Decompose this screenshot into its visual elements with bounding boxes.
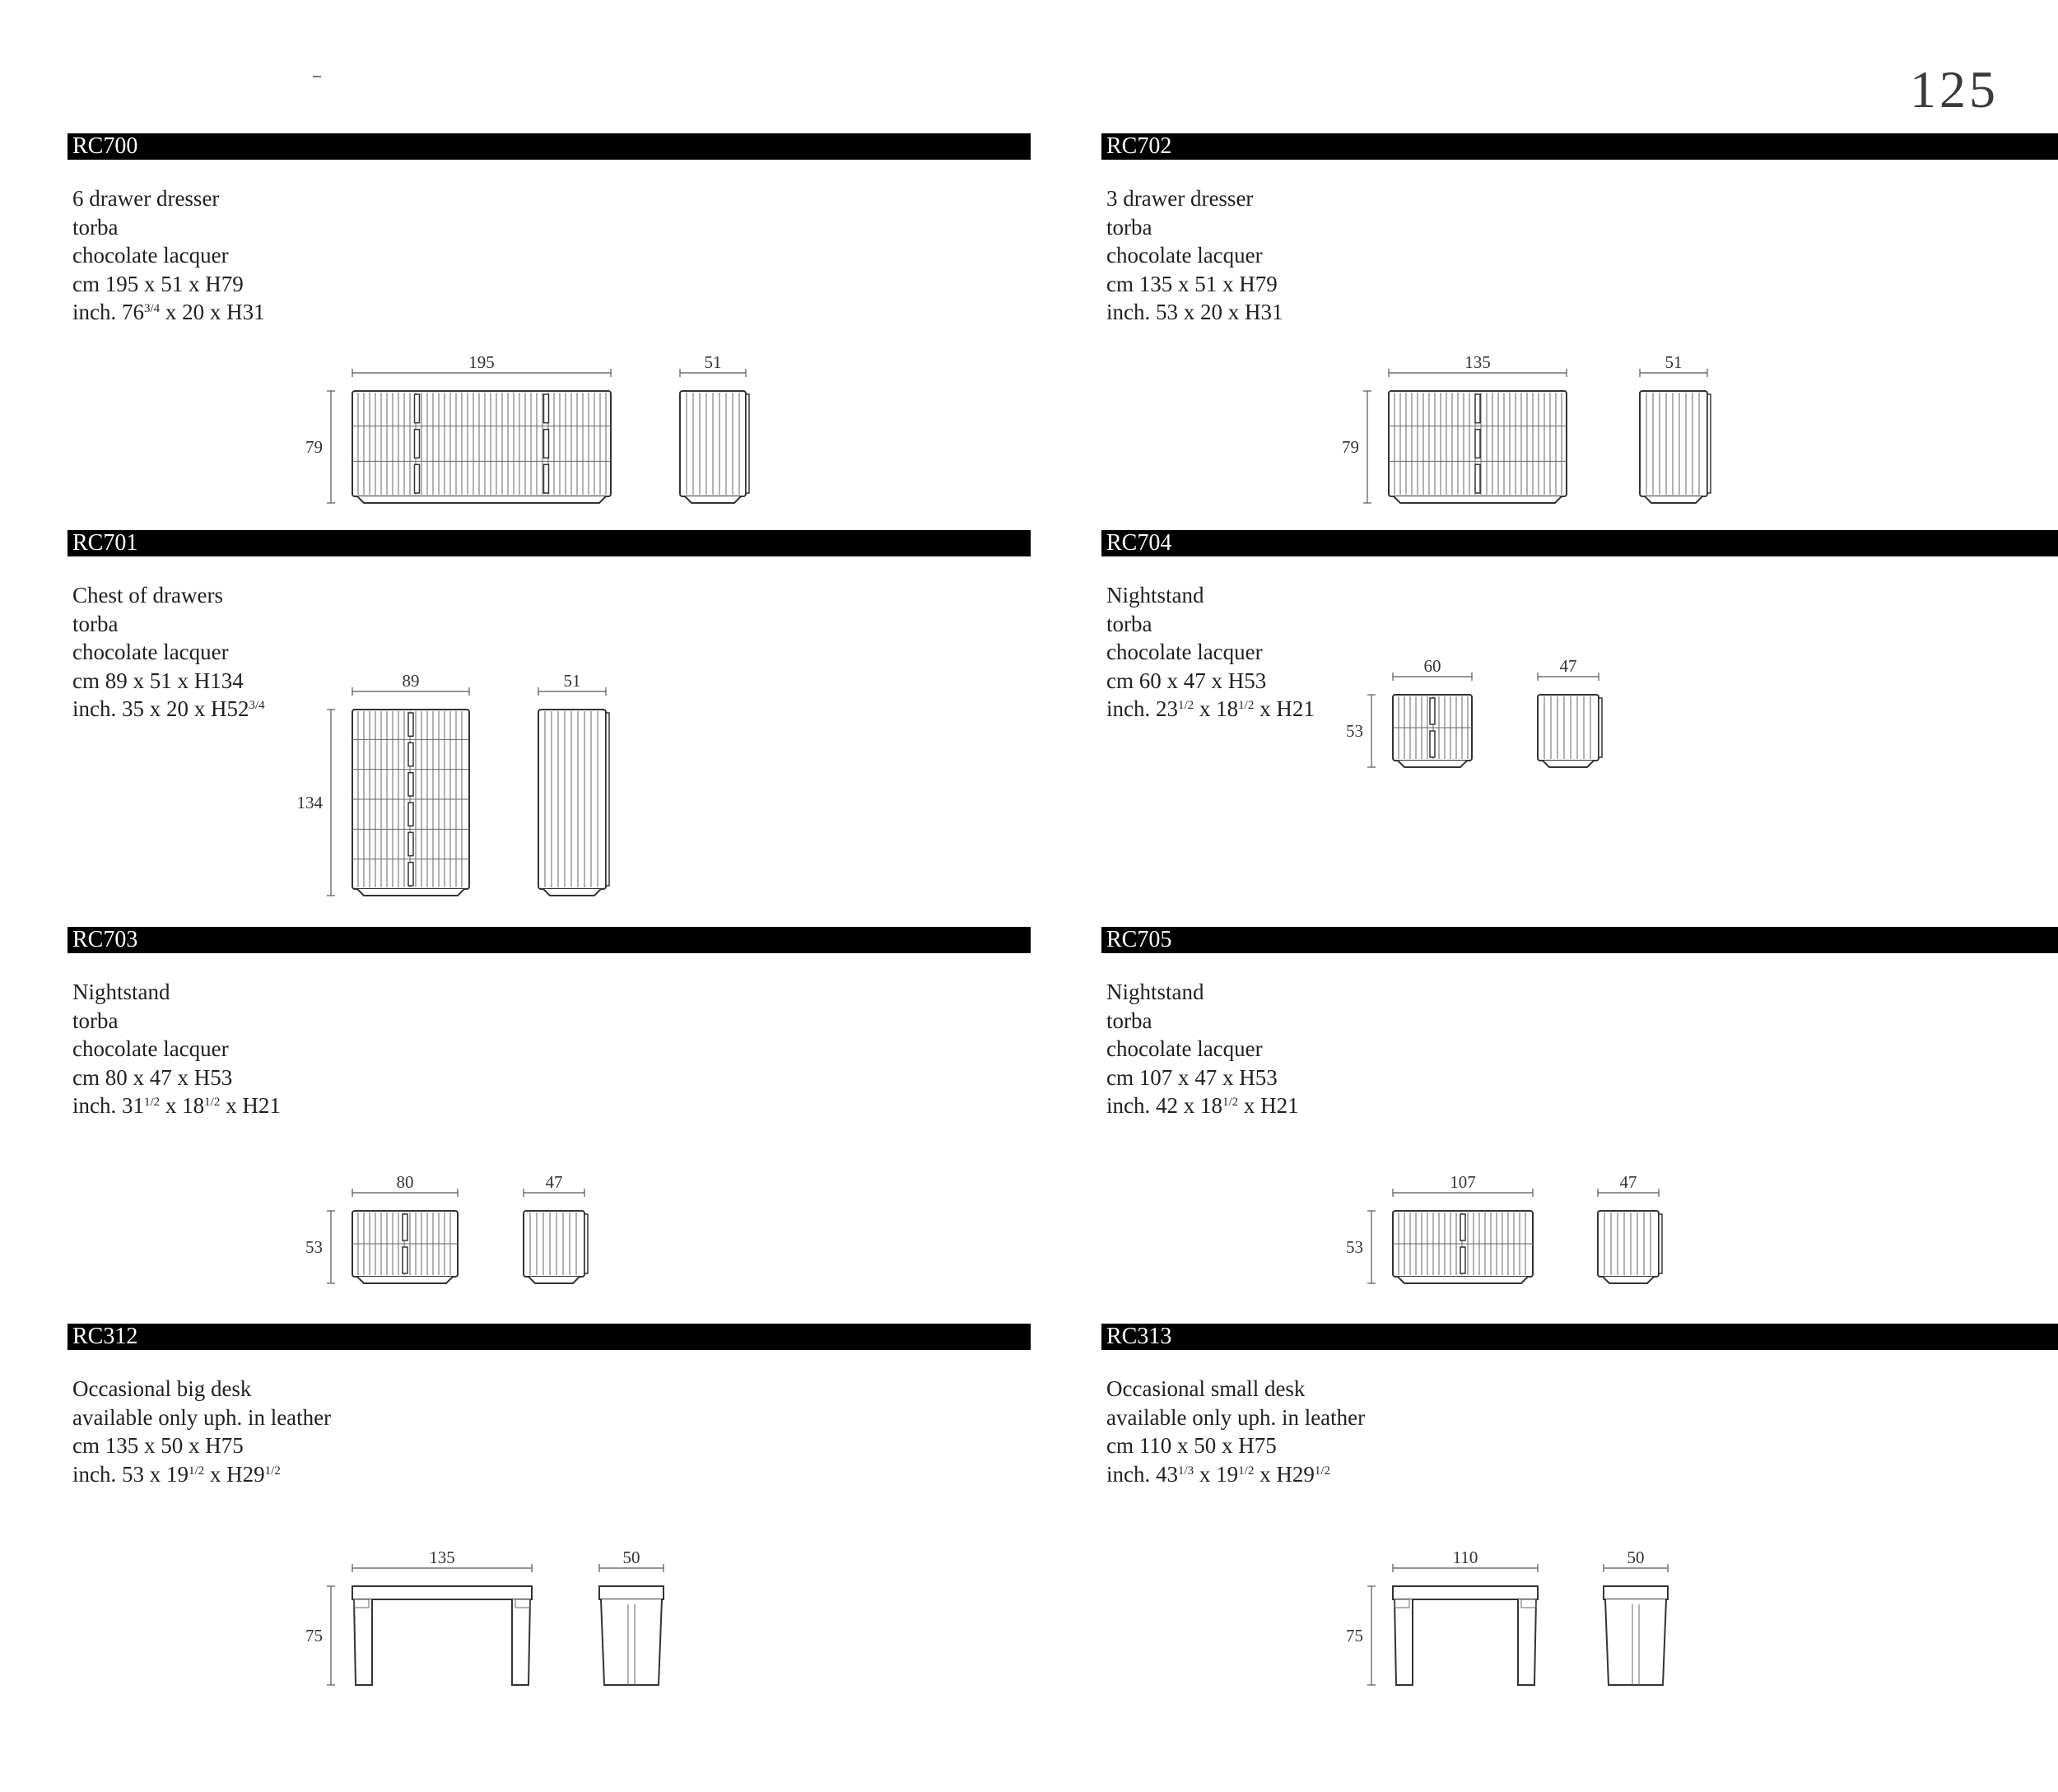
technical-drawing	[1034, 530, 1997, 925]
desk-leg-right	[512, 1599, 530, 1685]
description-text: x H21	[220, 1093, 281, 1118]
drawer-handle	[408, 832, 413, 855]
description-text: inch. 53 x 20 x H31	[1106, 300, 1283, 324]
drawer-handle	[408, 713, 413, 736]
depth-dimension-label: 47	[1559, 656, 1577, 676]
drawer-handle	[415, 394, 420, 423]
technical-drawing	[1034, 1324, 1997, 1719]
product-code-bar: RC313	[1101, 1324, 2058, 1350]
desk-leg-left	[354, 1599, 372, 1685]
description-text: Nightstand	[72, 980, 170, 1004]
height-dimension-label: 75	[305, 1626, 323, 1645]
side-handle-strip	[746, 394, 749, 493]
side-desk-leg	[1605, 1599, 1666, 1685]
fraction-superscript: 1/2	[204, 1096, 221, 1109]
product-code-bar: RC702	[1101, 133, 2058, 160]
width-dimension-label: 195	[468, 352, 495, 372]
drawer-handle	[1475, 464, 1480, 493]
width-dimension-label: 89	[402, 671, 420, 691]
drawer-handle	[1475, 394, 1480, 423]
product-section-rc702	[1101, 133, 2058, 528]
side-plinth	[528, 1277, 580, 1283]
depth-dimension-label: 47	[1619, 1172, 1637, 1192]
drawer-handle	[1460, 1247, 1465, 1273]
height-dimension-label: 79	[305, 437, 323, 457]
product-code-bar: RC312	[68, 1324, 1031, 1350]
side-handle-strip	[1599, 698, 1602, 757]
side-view-body	[524, 1211, 584, 1277]
product-section-rc704	[1101, 530, 2058, 925]
depth-dimension-label: 51	[704, 352, 722, 372]
description-text: 6 drawer dresser	[72, 186, 220, 211]
side-handle-strip	[1659, 1214, 1662, 1273]
description-text: torba	[1106, 214, 1152, 240]
fraction-superscript: 3/4	[249, 699, 265, 712]
product-section-rc705	[1101, 927, 2058, 1322]
product-code-bar: RC700	[68, 133, 1031, 160]
side-plinth	[1603, 1277, 1654, 1283]
height-dimension-label: 79	[1342, 437, 1359, 457]
description-text: chocolate lacquer	[1106, 1036, 1263, 1061]
side-desk-top	[599, 1586, 663, 1599]
page-number: 125	[1910, 60, 1999, 119]
fraction-superscript: 1/2	[1314, 1464, 1331, 1478]
side-handle-strip	[584, 1214, 588, 1273]
description-text: torba	[72, 1008, 119, 1033]
description-text: cm 60 x 47 x H53	[1106, 668, 1267, 693]
description-text: x H29	[204, 1461, 265, 1487]
product-section-rc312	[68, 1324, 1031, 1719]
width-dimension-label: 107	[1450, 1172, 1476, 1192]
drawer-handle	[403, 1214, 407, 1240]
description-text: inch. 35 x 20 x H52	[72, 696, 249, 721]
top-dash-mark	[313, 76, 321, 77]
width-dimension-label: 135	[1464, 352, 1491, 372]
desk-leg-left	[1395, 1599, 1413, 1685]
drawer-handle	[415, 430, 420, 458]
description-text: chocolate lacquer	[1106, 640, 1263, 664]
width-dimension-label: 60	[1423, 656, 1441, 676]
fraction-superscript: 1/2	[1238, 699, 1255, 712]
height-dimension-label: 134	[296, 793, 323, 812]
plinth	[357, 889, 464, 896]
description-text: Nightstand	[1106, 583, 1204, 607]
desk-top	[1393, 1586, 1538, 1599]
width-dimension-label: 80	[396, 1172, 414, 1192]
depth-dimension-label: 50	[1627, 1548, 1645, 1567]
side-plinth	[1645, 496, 1702, 503]
side-handle-strip	[1707, 394, 1711, 493]
description-text: torba	[72, 611, 119, 636]
description-text: x 18	[160, 1093, 205, 1118]
description-text: cm 89 x 51 x H134	[72, 668, 244, 693]
technical-drawing	[1034, 927, 1997, 1322]
side-handle-strip	[606, 713, 609, 886]
fraction-superscript: 1/2	[1222, 1096, 1239, 1109]
side-desk-top	[1604, 1586, 1668, 1599]
side-desk-leg	[601, 1599, 662, 1685]
side-view-body	[1538, 695, 1599, 761]
width-dimension-label: 110	[1452, 1548, 1478, 1567]
drawer-handle	[415, 464, 420, 493]
description-text: chocolate lacquer	[1106, 243, 1263, 268]
drawer-handle	[403, 1247, 407, 1273]
description-text: available only uph. in leather	[1106, 1404, 1366, 1430]
product-code-bar: RC704	[1101, 530, 2058, 556]
plinth	[357, 496, 606, 503]
side-plinth	[1543, 761, 1594, 767]
depth-dimension-label: 47	[545, 1172, 563, 1192]
description-text: inch. 53 x 19	[72, 1461, 189, 1487]
height-dimension-label: 53	[1346, 721, 1363, 741]
drawer-handle	[544, 430, 549, 458]
technical-drawing	[0, 927, 963, 1322]
product-code-bar: RC705	[1101, 927, 2058, 953]
drawer-handle	[1430, 698, 1435, 724]
depth-dimension-label: 50	[622, 1548, 640, 1567]
description-text: x 19	[1194, 1461, 1239, 1487]
description-text: 3 drawer dresser	[1106, 186, 1254, 211]
fraction-superscript: 1/2	[144, 1096, 161, 1109]
width-dimension-label: 135	[429, 1548, 455, 1567]
height-dimension-label: 75	[1346, 1626, 1363, 1645]
description-text: x H21	[1238, 1093, 1299, 1118]
fraction-superscript: 1/2	[1238, 1464, 1255, 1478]
drawer-handle	[408, 773, 413, 796]
drawer-handle	[544, 464, 549, 493]
product-section-rc700	[68, 133, 1031, 528]
description-text: cm 135 x 50 x H75	[72, 1433, 244, 1458]
fraction-superscript: 3/4	[144, 302, 161, 315]
depth-dimension-label: 51	[1665, 352, 1683, 372]
height-dimension-label: 53	[305, 1237, 323, 1257]
description-text: Occasional big desk	[72, 1376, 252, 1401]
plinth	[1398, 761, 1467, 767]
drawer-handle	[1475, 430, 1480, 458]
side-view-body	[1640, 391, 1707, 496]
height-dimension-label: 53	[1346, 1237, 1363, 1257]
technical-drawing	[0, 1324, 963, 1719]
description-text: cm 195 x 51 x H79	[72, 271, 244, 296]
product-section-rc701	[68, 530, 1031, 925]
depth-dimension-label: 51	[563, 671, 581, 691]
product-code-bar: RC701	[68, 530, 1031, 556]
description-text: inch. 43	[1106, 1461, 1178, 1487]
product-section-rc703	[68, 927, 1031, 1322]
description-text: cm 107 x 47 x H53	[1106, 1064, 1278, 1090]
description-text: Occasional small desk	[1106, 1376, 1306, 1401]
fraction-superscript: 1/2	[189, 1464, 205, 1478]
desk-leg-right	[1518, 1599, 1536, 1685]
description-text: torba	[72, 214, 119, 240]
description-text: chocolate lacquer	[72, 243, 229, 268]
description-text: inch. 42 x 18	[1106, 1093, 1222, 1118]
drawer-handle	[1430, 731, 1435, 757]
description-text: torba	[1106, 611, 1152, 636]
technical-drawing	[0, 133, 963, 528]
description-text: cm 80 x 47 x H53	[72, 1064, 233, 1090]
fraction-superscript: 1/2	[264, 1464, 281, 1478]
description-text: chocolate lacquer	[72, 1036, 229, 1061]
description-text: cm 135 x 51 x H79	[1106, 271, 1278, 296]
description-text: available only uph. in leather	[72, 1404, 332, 1430]
description-text: inch. 31	[72, 1093, 144, 1118]
desk-top	[352, 1586, 532, 1599]
plinth	[1394, 496, 1562, 503]
side-plinth	[685, 496, 741, 503]
technical-drawing	[1034, 133, 1997, 528]
technical-drawing	[0, 530, 963, 925]
drawer-handle	[1460, 1214, 1465, 1240]
drawer-handle	[408, 742, 413, 766]
description-text: chocolate lacquer	[72, 640, 229, 664]
description-text: x 18	[1194, 696, 1239, 721]
front-view-body	[352, 391, 611, 496]
description-text: x H29	[1254, 1461, 1315, 1487]
description-text: cm 110 x 50 x H75	[1106, 1433, 1277, 1458]
product-code-bar: RC703	[68, 927, 1031, 953]
side-view-body	[538, 710, 606, 889]
product-section-rc313	[1101, 1324, 2058, 1719]
description-text: x 20 x H31	[160, 300, 265, 324]
description-text: inch. 76	[72, 300, 144, 324]
plinth	[357, 1277, 453, 1283]
description-text: x H21	[1254, 696, 1315, 721]
description-text: inch. 23	[1106, 696, 1178, 721]
drawer-handle	[544, 394, 549, 423]
side-plinth	[543, 889, 601, 896]
drawer-handle	[408, 863, 413, 886]
description-text: torba	[1106, 1008, 1152, 1033]
description-text: Chest of drawers	[72, 583, 223, 607]
side-view-body	[1598, 1211, 1659, 1277]
description-text: Nightstand	[1106, 980, 1204, 1004]
drawer-handle	[408, 803, 413, 826]
plinth	[1398, 1277, 1528, 1283]
fraction-superscript: 1/2	[1178, 699, 1194, 712]
fraction-superscript: 1/3	[1178, 1464, 1194, 1478]
